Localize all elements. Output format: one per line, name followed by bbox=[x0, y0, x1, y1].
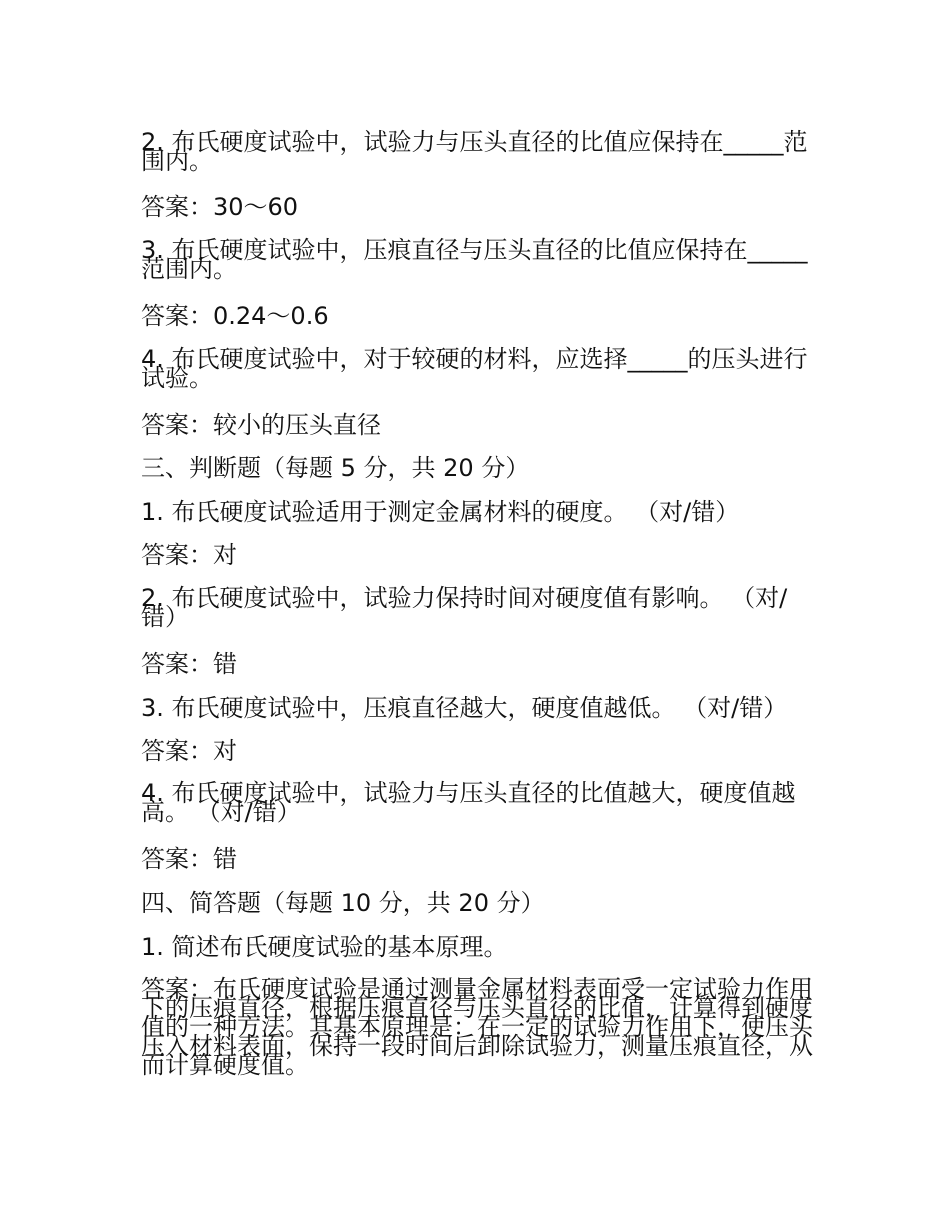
tf-answer-3: 答案：对 bbox=[141, 737, 237, 765]
fill-answer-2: 答案：30～60 bbox=[141, 193, 299, 221]
tf-question-2: 2. 布氏硬度试验中，试验力保持时间对硬度值有影响。 （对/错） bbox=[141, 584, 788, 631]
section-title-true-false: 三、判断题（每题 5 分，共 20 分） bbox=[141, 454, 530, 482]
fill-question-3: 3. 布氏硬度试验中，压痕直径与压头直径的比值应保持在_____范围内。 bbox=[141, 236, 808, 283]
tf-answer-2: 答案：错 bbox=[141, 650, 237, 678]
tf-question-4: 4. 布氏硬度试验中，试验力与压头直径的比值越大，硬度值越高。 （对/错） bbox=[141, 779, 796, 826]
fill-answer-4: 答案：较小的压头直径 bbox=[141, 411, 381, 439]
tf-answer-1: 答案：对 bbox=[141, 541, 237, 569]
fill-question-4: 4. 布氏硬度试验中，对于较硬的材料，应选择_____的压头进行试验。 bbox=[141, 345, 808, 392]
short-answer-1: 答案：布氏硬度试验是通过测量金属材料表面受一定试验力作用下的压痕直径，根据压痕直径与压头直径的比值，计算得到硬度值的一种方法。其基本原理是：在一定的试验力作用下，使压头压入材料表面，保持一段时间后卸除试验力，测量压痕直径，从而计算硬度值。 bbox=[141, 975, 813, 1079]
fill-answer-3: 答案：0.24～0.6 bbox=[141, 302, 329, 330]
fill-question-2: 2. 布氏硬度试验中，试验力与压头直径的比值应保持在_____范围内。 bbox=[141, 128, 808, 175]
short-question-1: 1. 简述布氏硬度试验的基本原理。 bbox=[141, 933, 508, 961]
tf-question-3: 3. 布氏硬度试验中，压痕直径越大，硬度值越低。 （对/错） bbox=[141, 694, 788, 722]
tf-answer-4: 答案：错 bbox=[141, 845, 237, 873]
tf-question-1: 1. 布氏硬度试验适用于测定金属材料的硬度。 （对/错） bbox=[141, 498, 740, 526]
section-title-short-answer: 四、简答题（每题 10 分，共 20 分） bbox=[141, 889, 545, 917]
